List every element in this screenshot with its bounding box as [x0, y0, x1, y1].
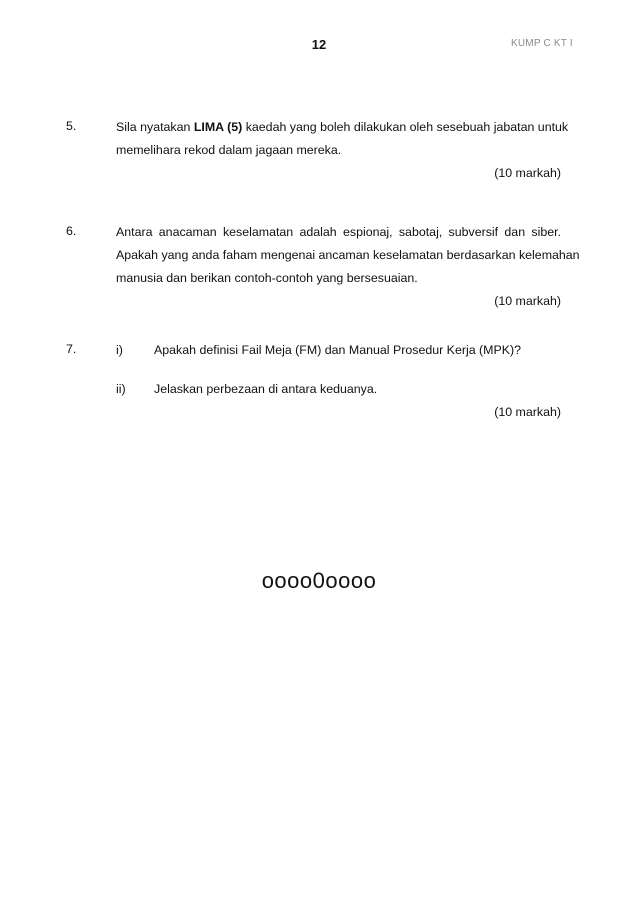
question-line — [116, 119, 569, 142]
question-text: kaedah yang boleh dilakukan oleh sesebuah jabatan untuk — [242, 120, 569, 134]
question-emphasis: LIMA (5) — [193, 120, 243, 134]
sub-question-text: Apakah definisi Fail Meja (FM) dan Manual Prosedur Kerja (MPK)? — [154, 343, 522, 357]
page-number: 12 — [311, 37, 327, 52]
question-body — [116, 119, 569, 188]
question-number: 5. — [66, 119, 77, 133]
sub-question-label: ii) — [116, 382, 126, 396]
marks-label: (10 markah) — [494, 405, 561, 419]
marks-label: (10 markah) — [494, 166, 561, 180]
sub-question-label: i) — [116, 343, 123, 357]
header-code: KUMP C KT I — [511, 38, 573, 49]
question-number: 6. — [66, 224, 77, 238]
question-number: 7. — [66, 342, 77, 356]
question-7 — [0, 342, 638, 432]
question-line: Apakah yang anda faham mengenai ancaman keselamatan berdasarkan kelemahan — [116, 248, 580, 262]
sub-question-text: Jelaskan perbezaan di antara keduanya. — [154, 382, 378, 396]
marks-label: (10 markah) — [494, 294, 561, 308]
end-of-paper-mark: oooo0oooo — [261, 568, 377, 593]
question-line: memelihara rekod dalam jagaan mereka. — [116, 143, 342, 157]
question-line: Antara anacaman keselamatan adalah espionaj, sabotaj, subversif dan siber. — [116, 225, 561, 239]
sub-question-ii — [0, 381, 638, 401]
sub-question-i — [0, 342, 638, 362]
question-line: manusia dan berikan contoh-contoh yang bersesuaian. — [116, 271, 418, 285]
question-text: Sila nyatakan — [116, 120, 194, 134]
question-body — [116, 224, 580, 316]
